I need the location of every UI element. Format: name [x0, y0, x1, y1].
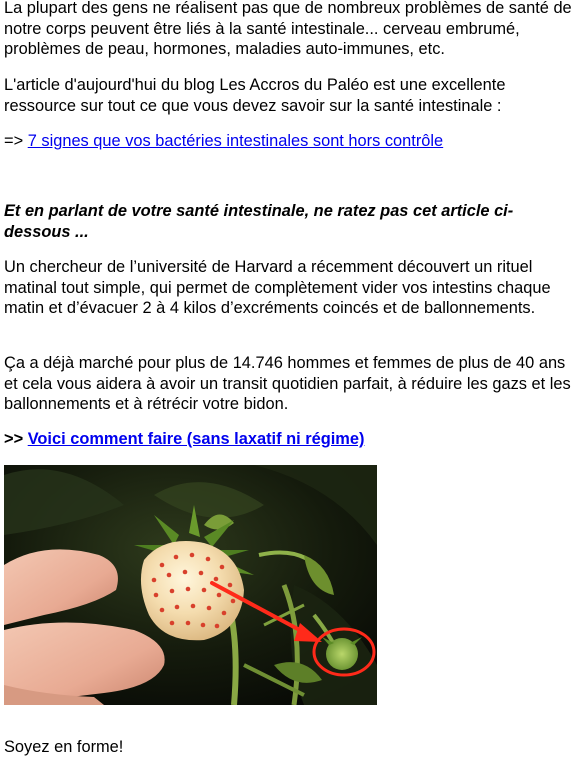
intro-paragraph: La plupart des gens ne réalisent pas que de nombreux problèmes de santé de notre corps peuvent être liés à la santé intestinale... cerveau embrumé, problèmes de peau, hormones, maladies auto-immunes, etc. [4, 0, 572, 58]
section-heading: Et en parlant de votre santé intestinale, ne ratez pas cet article ci-dessous ... [4, 202, 514, 241]
gut-bacteria-article-link[interactable]: 7 signes que vos bactéries intestinales sont hors contrôle [27, 132, 444, 150]
how-to-link[interactable]: Voici comment faire (sans laxatif ni régime) [27, 430, 365, 448]
cta-arrow-prefix: >> [4, 430, 28, 448]
strawberry-photo[interactable] [4, 465, 377, 705]
link-arrow-prefix: => [4, 132, 28, 150]
article-link-line [4, 131, 574, 152]
blog-reference-paragraph: L'article d'aujourd'hui du blog Les Accros du Paléo est une excellente ressource sur tout ce que vous devez savoir sur la santé intestinale : [4, 76, 506, 115]
results-paragraph: Ça a déjà marché pour plus de 14.746 hommes et femmes de plus de 40 ans et cela vous aidera à avoir un transit quotidien parfait, à réduire les gazs et les ballonnements et à rétrécir votre bidon. [4, 354, 571, 413]
harvard-ritual-paragraph: Un chercheur de l’université de Harvard a récemment découvert un rituel matinal tout simple, qui permet de complètement vider vos intestins chaque matin et d’évacuer 2 à 4 kilos d’excréments coincés et de ballonnements. [4, 258, 551, 317]
cta-link-line [4, 429, 574, 450]
signoff: Soyez en forme! [4, 738, 124, 756]
